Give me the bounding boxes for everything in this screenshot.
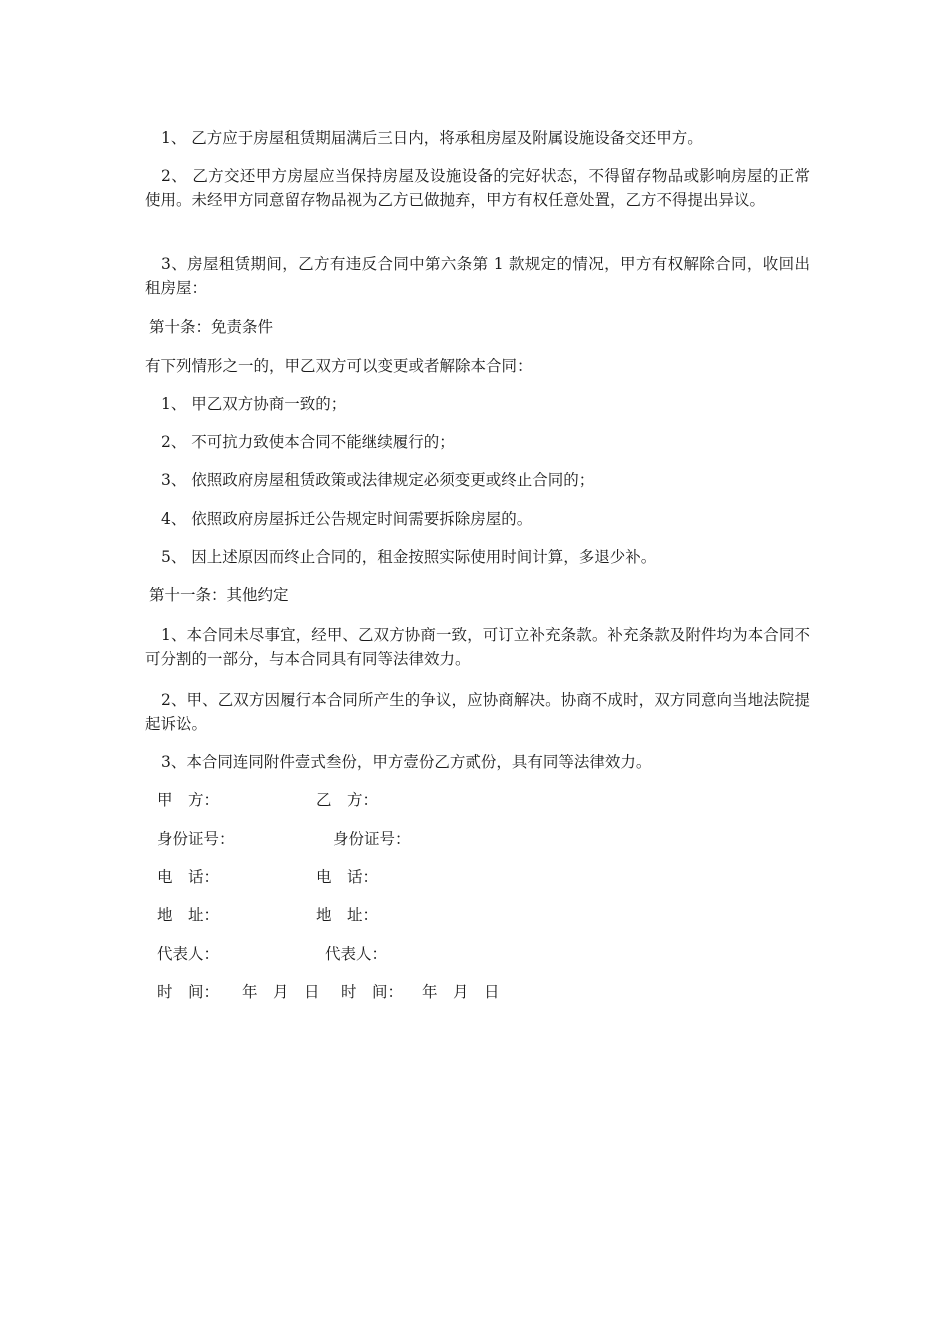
party-a-label: 甲 方：	[157, 791, 220, 809]
section10-item-2: 2、 不可抗力致使本合同不能继续履行的；	[161, 433, 455, 451]
section11-heading: 第十一条：其他约定	[149, 586, 289, 604]
rep-b-label: 代表人：	[325, 945, 388, 963]
section10-item-5: 5、 因上述原因而终止合同的，租金按照实际使用时间计算，多退少补。	[161, 548, 657, 566]
date-b-label: 时 间：	[341, 983, 404, 1001]
id-a-label: 身份证号：	[157, 830, 235, 848]
section10-item-1: 1、 甲乙双方协商一致的；	[161, 395, 347, 413]
section11-item-2: 2、甲、乙双方因履行本合同所产生的争议，应协商解决。协商不成时，双方同意向当地法院提起诉讼。	[145, 691, 810, 733]
date-a-fields: 年 月 日	[242, 983, 320, 1001]
phone-a-label: 电 话：	[157, 868, 220, 886]
section10-item-3: 3、 依照政府房屋租赁政策或法律规定必须变更或终止合同的；	[161, 471, 595, 489]
section11-item-3: 3、本合同连同附件壹式叁份，甲方壹份乙方贰份，具有同等法律效力。	[161, 753, 652, 771]
section9-item-2: 2、 乙方交还甲方房屋应当保持房屋及设施设备的完好状态，不得留存物品或影响房屋的正常使用。未经甲方同意留存物品视为乙方已做抛弃，甲方有权任意处置，乙方不得提出异议。	[145, 167, 810, 209]
addr-a-label: 地 址：	[157, 906, 220, 924]
party-b-label: 乙 方：	[316, 791, 379, 809]
section10-heading: 第十条：免责条件	[149, 318, 274, 336]
date-a-label: 时 间：	[157, 983, 220, 1001]
date-b-fields: 年 月 日	[422, 983, 500, 1001]
section9-item-1: 1、 乙方应于房屋租赁期届满后三日内，将承租房屋及附属设施设备交还甲方。	[161, 129, 703, 147]
section11-item-1: 1、本合同未尽事宜，经甲、乙双方协商一致，可订立补充条款。补充条款及附件均为本合同不可分割的一部分，与本合同具有同等法律效力。	[145, 626, 810, 668]
id-b-label: 身份证号：	[333, 830, 411, 848]
section10-intro: 有下列情形之一的，甲乙双方可以变更或者解除本合同：	[145, 357, 533, 375]
addr-b-label: 地 址：	[316, 906, 379, 924]
section9-item-3: 3、房屋租赁期间，乙方有违反合同中第六条第 1 款规定的情况，甲方有权解除合同，收回出租房屋：	[145, 255, 810, 297]
section10-item-4: 4、 依照政府房屋拆迁公告规定时间需要拆除房屋的。	[161, 510, 533, 528]
phone-b-label: 电 话：	[316, 868, 379, 886]
rep-a-label: 代表人：	[157, 945, 220, 963]
